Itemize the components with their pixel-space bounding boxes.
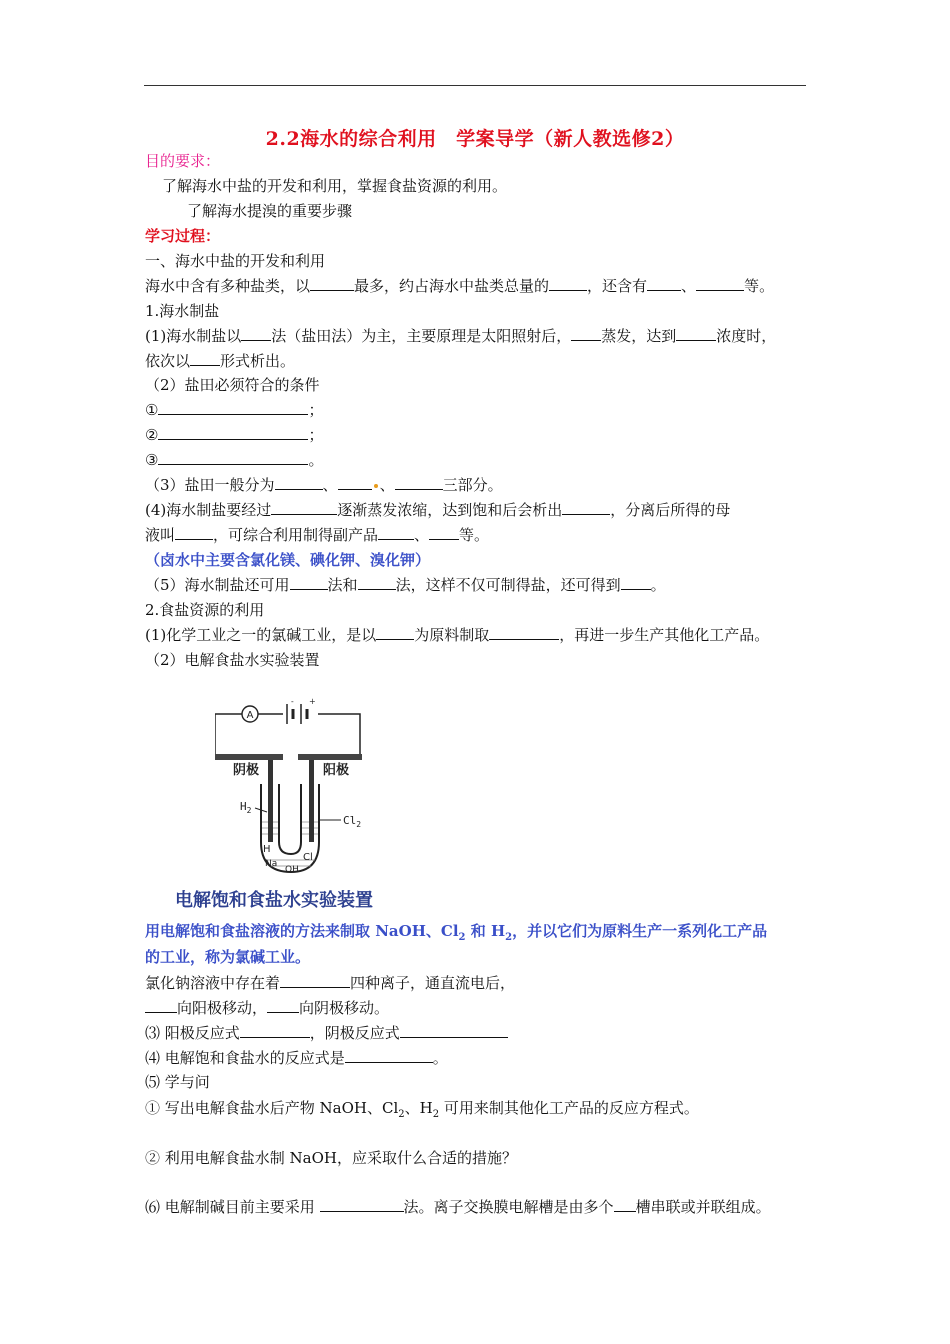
blank[interactable] <box>280 972 350 988</box>
blank[interactable] <box>158 424 308 440</box>
ions-line-1: 氯化钠溶液中存在着 四种离子，通直流电后， <box>145 974 516 992</box>
q4-line2: 液叫 ，可综合利用制得副产品 、 等。 <box>145 526 490 544</box>
q2-text: （2）盐田必须符合的条件 <box>145 376 320 394</box>
svg-text:+: + <box>309 697 316 706</box>
blank[interactable] <box>158 399 308 415</box>
s2-q1: (1)化学工业之一的氯碱工业，是以 为原料制取 ，再进一步生产其他化工产品。 <box>145 626 770 644</box>
blank[interactable] <box>621 574 651 590</box>
blank[interactable] <box>338 474 372 490</box>
s2-q2: （2）电解食盐水实验装置 <box>145 651 320 669</box>
svg-text:-: - <box>291 697 294 706</box>
cl2-label: $Cl_2$ <box>343 814 362 829</box>
blank[interactable] <box>489 624 559 640</box>
s2-q6: ⑹ 电解制碱目前主要采用 法。离子交换膜电解槽是由多个 槽串联或并联组成。 <box>145 1198 771 1216</box>
blank[interactable] <box>175 524 213 540</box>
blank[interactable] <box>240 1022 310 1038</box>
blank[interactable] <box>267 997 299 1013</box>
diagram-caption: 电解饱和食盐水实验装置 <box>175 890 373 911</box>
s2-q5-2: ② 利用电解食盐水制 NaOH，应采取什么合适的措施？ <box>145 1149 517 1167</box>
blank[interactable] <box>378 524 414 540</box>
cathode-electrode <box>268 760 273 842</box>
battery-icon <box>287 697 316 724</box>
blank[interactable] <box>190 350 220 366</box>
q3-text: （3）盐田一般分为 、 、 三部分。 <box>145 476 503 494</box>
blank[interactable] <box>549 275 587 291</box>
q4-line1: (4)海水制盐要经过 逐渐蒸发浓缩，达到饱和后会析出 ，分离后所得的母 <box>145 501 731 519</box>
section1-intro: 海水中含有多种盐类，以 最多，约占海水中盐类总量的 ，还含有 、 等。 <box>145 277 775 295</box>
blank[interactable] <box>275 474 323 490</box>
blank[interactable] <box>614 1196 636 1212</box>
header-rule <box>144 85 806 86</box>
blank[interactable] <box>271 499 337 515</box>
q1-line2: 依次以 形式析出。 <box>145 352 296 370</box>
blank[interactable] <box>562 499 610 515</box>
blank[interactable] <box>310 275 354 291</box>
blank[interactable] <box>400 1022 508 1038</box>
ammeter-icon <box>242 706 258 722</box>
objective-item-2: 了解海水提溴的重要步骤 <box>187 202 353 220</box>
blank[interactable] <box>647 275 681 291</box>
electrolysis-apparatus-diagram <box>215 692 375 882</box>
anode-electrode <box>309 760 314 842</box>
svg-text:A: A <box>246 710 254 721</box>
definition-line-2: 的工业，称为氯碱工业。 <box>145 948 311 966</box>
anode-label: 阳极 <box>323 763 350 778</box>
blank[interactable] <box>571 325 601 341</box>
page-title: 2.2海水的综合利用 学案导学（新人教选修2） <box>265 128 685 150</box>
section2-heading: 2.食盐资源的利用 <box>145 601 265 619</box>
ion-cl: Cl <box>303 852 313 863</box>
blank[interactable] <box>320 1196 404 1212</box>
objectives-heading: 目的要求： <box>145 152 221 170</box>
cathode-holder <box>215 754 283 760</box>
anode-holder <box>298 754 362 760</box>
h2-label: $H_2$ <box>240 800 252 815</box>
condition-1: ① ； <box>145 401 324 419</box>
blank[interactable] <box>696 275 744 291</box>
condition-2: ② ； <box>145 426 324 444</box>
ions-line-2: 向阳极移动， 向阴极移动。 <box>145 997 389 1019</box>
sub1-heading: 1.海水制盐 <box>145 302 220 320</box>
blank[interactable] <box>145 997 177 1013</box>
blank[interactable] <box>358 574 396 590</box>
objective-item-1: 了解海水中盐的开发和利用，掌握食盐资源的利用。 <box>162 177 508 195</box>
s2-q4: ⑷ 电解饱和食盐水的反应式是 。 <box>145 1049 448 1067</box>
blank[interactable] <box>376 624 414 640</box>
ion-oh: OH <box>285 865 299 875</box>
s2-q5-1: ① 写出电解食盐水后产物 NaOH、$Cl_2$、$H_2$ 可用来制其他化工产品的反应方程式。 <box>145 1099 699 1120</box>
s2-q5: ⑸ 学与问 <box>145 1073 210 1091</box>
q1-line1: (1)海水制盐以 法（盐田法）为主，主要原理是太阳照射后， 蒸发，达到 浓度时， <box>145 327 777 345</box>
s2-q3: ⑶ 阳极反应式 ，阴极反应式 <box>145 1022 508 1044</box>
blank[interactable] <box>158 449 308 465</box>
blank[interactable] <box>676 325 716 341</box>
blank[interactable] <box>345 1047 433 1063</box>
blank[interactable] <box>241 325 271 341</box>
blank[interactable] <box>395 474 443 490</box>
ion-na: Na <box>265 859 278 869</box>
cathode-label: 阴极 <box>233 763 260 778</box>
marker-dot <box>374 484 378 488</box>
condition-3: ③ 。 <box>145 451 324 469</box>
ion-h: H <box>263 844 271 855</box>
process-heading: 学习过程： <box>145 227 221 245</box>
blank[interactable] <box>429 524 459 540</box>
q5-text: （5）海水制盐还可用 法和 法，这样不仅可制得盐，还可得到 。 <box>145 576 666 594</box>
definition-line-1: 用电解饱和食盐溶液的方法来制取 NaOH、$Cl_2$ 和 $H_2$，并以它们为原料生产一系列化工产品 <box>145 922 768 943</box>
blank[interactable] <box>290 574 328 590</box>
section1-heading: 一、海水中盐的开发和利用 <box>145 252 326 270</box>
brine-note: （卤水中主要含氯化镁、碘化钾、溴化钾） <box>145 551 431 569</box>
